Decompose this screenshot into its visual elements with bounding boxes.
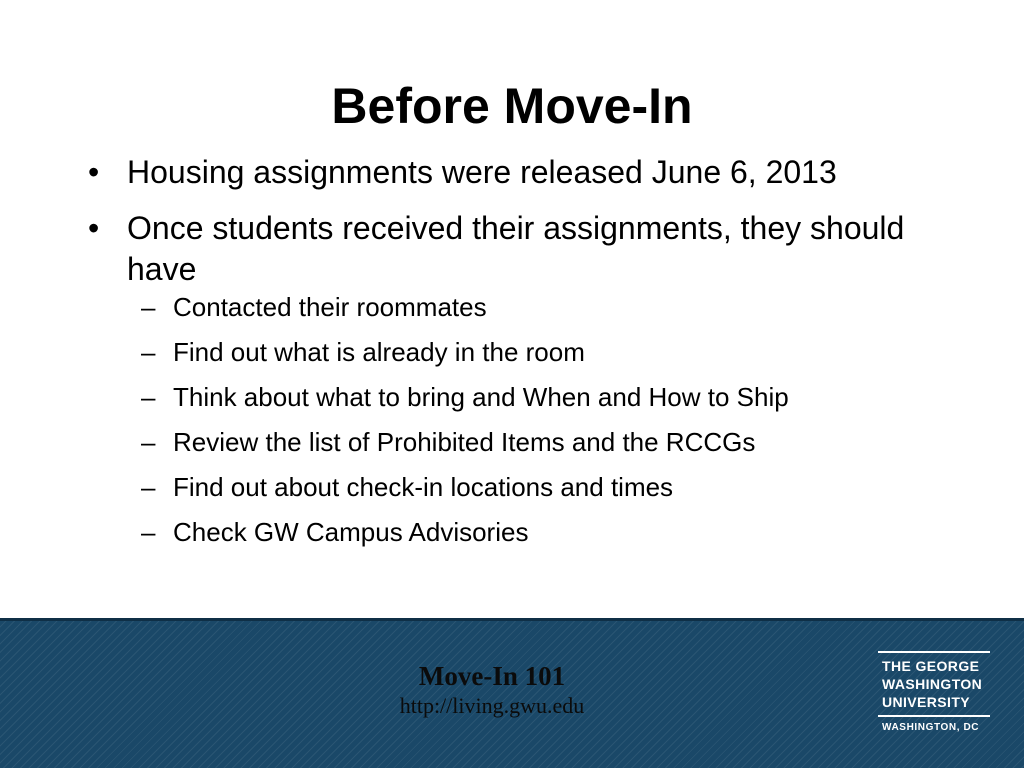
bullet-marker: • (88, 154, 100, 190)
bullet-item (80, 208, 940, 547)
sub-bullet-list (127, 292, 940, 547)
sub-bullet-text: Find out about check-in locations and times (173, 472, 674, 502)
sub-bullet-marker: – (141, 517, 156, 547)
logo-line: THE GEORGE (882, 658, 980, 674)
sub-bullet-item (127, 472, 940, 502)
sub-bullet-text: Find out what is already in the room (173, 337, 585, 367)
website-url: http://living.gwu.edu (399, 693, 585, 718)
sub-bullet-item (127, 382, 940, 412)
footer-caption (292, 660, 692, 720)
sub-bullet-text: Review the list of Prohibited Items and the RCCGs (173, 427, 756, 457)
university-logo (878, 651, 990, 735)
sub-bullet-marker: – (141, 427, 156, 457)
slide-title: Before Move-In (331, 78, 693, 134)
sub-bullet-marker: – (141, 292, 156, 322)
sub-bullet-text: Check GW Campus Advisories (173, 517, 529, 547)
sub-bullet-text: Contacted their roommates (173, 292, 487, 322)
course-name: Move-In 101 (418, 661, 566, 691)
bullet-text: Once students received their assignments, they should have (127, 210, 905, 287)
sub-bullet-marker: – (141, 382, 156, 412)
bullet-list (80, 152, 940, 562)
sub-bullet-item (127, 517, 940, 547)
sub-bullet-item (127, 337, 940, 367)
logo-line: UNIVERSITY (882, 694, 971, 710)
bullet-item (80, 152, 940, 193)
sub-bullet-marker: – (141, 337, 156, 367)
bullet-text: Housing assignments were released June 6, 2013 (127, 154, 837, 190)
logo-city: WASHINGTON, DC (882, 722, 980, 733)
sub-bullet-item (127, 292, 940, 322)
sub-bullet-marker: – (141, 472, 156, 502)
logo-wordmark (878, 653, 990, 715)
sub-bullet-item (127, 427, 940, 457)
logo-line: WASHINGTON (882, 676, 983, 692)
bullet-marker: • (88, 210, 100, 246)
sub-bullet-text: Think about what to bring and When and How to Ship (173, 382, 789, 412)
footer-band (0, 618, 1024, 768)
